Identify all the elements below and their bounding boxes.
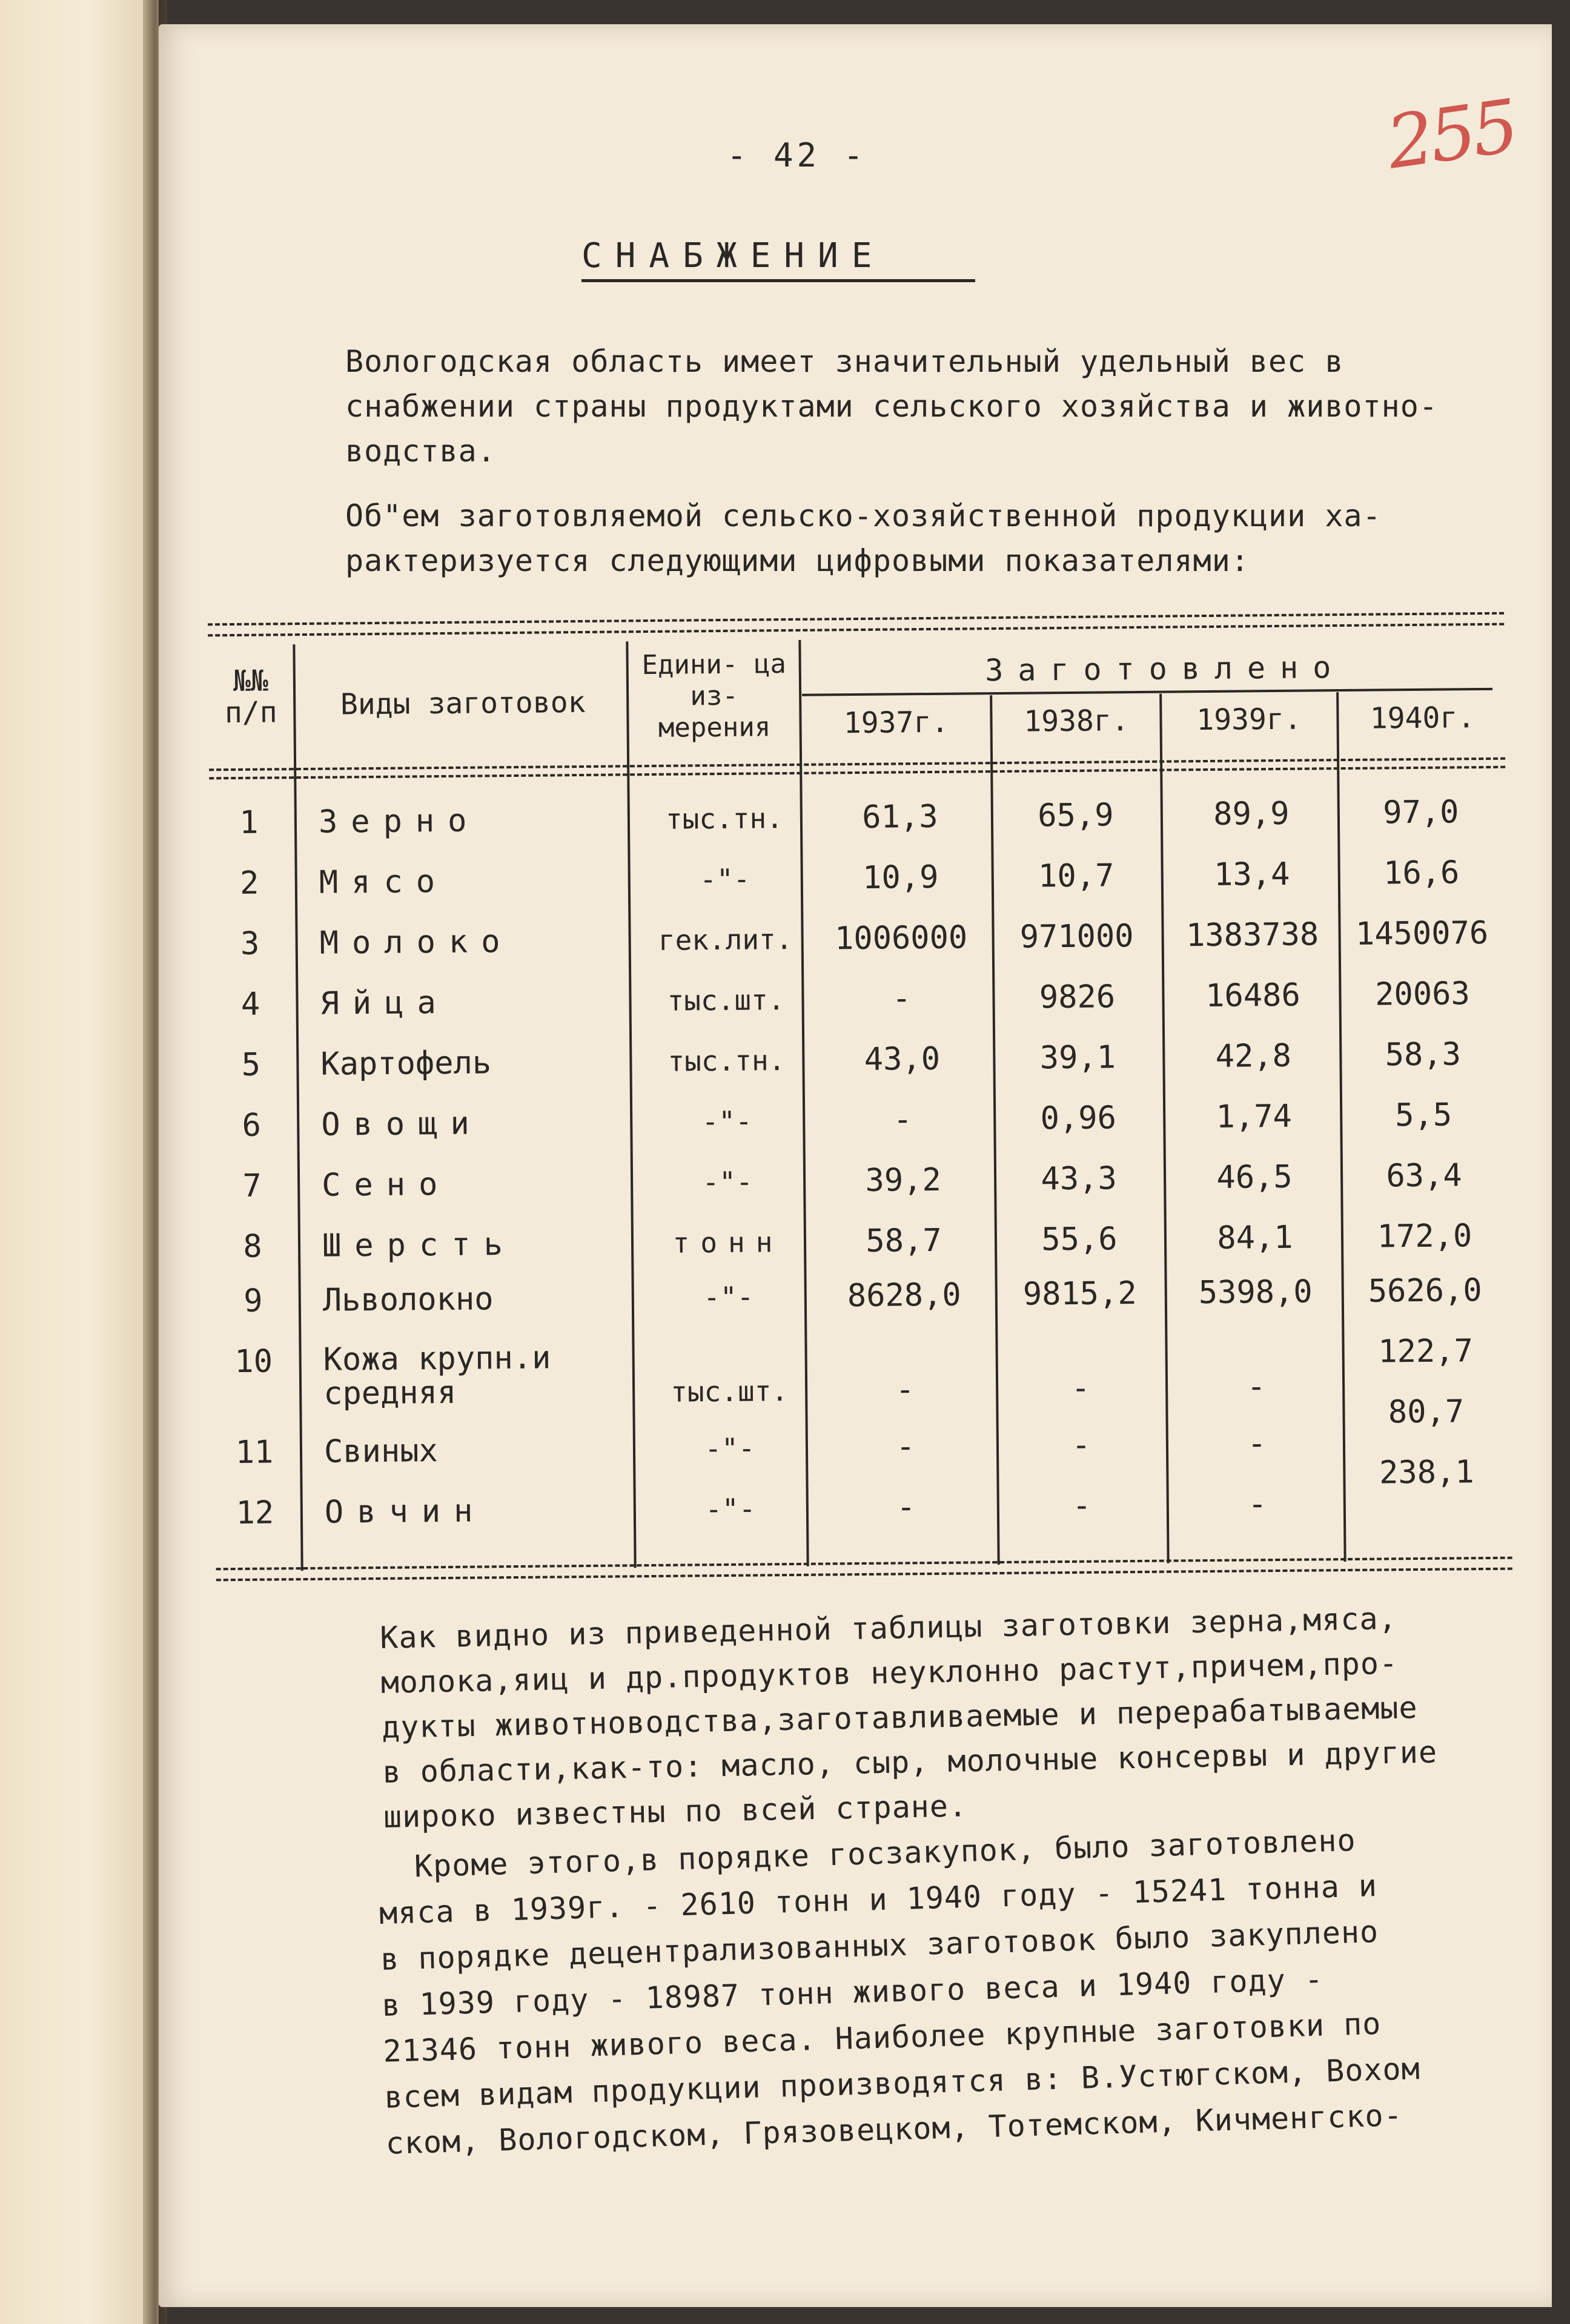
text-line: всем видам продукции производятся в: В.Устюгском, Вохом [383,2051,1421,2115]
value-1939: 13,4 [1213,856,1290,893]
row-unit: тыс.тн. [667,1044,786,1078]
value-1939: 1,74 [1216,1098,1293,1135]
value-1938: 971000 [1019,918,1134,956]
row-unit: гек.лит. [658,922,793,957]
row-unit: тыс.шт. [667,983,785,1017]
header-year-1938: 1938г. [1024,704,1129,739]
value-1939: 46,5 [1216,1158,1293,1196]
value-1938: 9826 [1039,979,1116,1016]
row-name: Льволокно [322,1281,494,1319]
header-year-1937: 1937г. [843,705,949,741]
row-number: 12 [236,1494,274,1532]
value-1937: - [896,1489,916,1526]
value-1937: 58,7 [866,1222,942,1259]
value-1938: 0,96 [1040,1100,1117,1137]
row-number: 10 [234,1343,273,1381]
header-name: Виды заготовок [340,685,586,722]
folio-number: 255 [1382,84,1520,186]
value-1940: 172,0 [1377,1218,1472,1255]
text-line: в области,как-то: масло, сыр, молочные консервы и другие [382,1734,1438,1790]
row-number: 2 [239,865,259,902]
value-1938: - [1072,1487,1091,1524]
value-1939: - [1247,1425,1267,1462]
text-line: Как видно из приведенной таблицы заготовки зерна,мяса, [379,1600,1398,1656]
text-line: 21346 тонн живого веса. Наиболее крупные заготовки по [382,2005,1382,2069]
value-1940: 80,7 [1388,1393,1465,1431]
text-line: Об"ем заготовляемой сельско-хозяйственной продукции ха- [345,498,1382,533]
value-1940: 58,3 [1385,1036,1462,1074]
row-number: 7 [242,1167,262,1204]
intro-paragraph-2 [345,494,1526,583]
body-paragraph-1 [380,1594,1511,1840]
value-1940: 122,7 [1378,1333,1474,1370]
table-row [211,975,1508,1048]
row-unit: тыс.шт. [670,1375,789,1408]
value-1939: - [1247,1368,1267,1405]
value-1940: 1450076 [1355,914,1489,952]
value-1937: 10,9 [862,859,939,896]
row-name: Свиных [323,1433,439,1470]
value-1939: 1383738 [1185,916,1319,954]
row-name: Молоко [319,923,514,962]
text-line: снабжении страны продуктами сельского хозяйства и животно- [345,389,1438,424]
value-1939: 42,8 [1215,1037,1292,1075]
value-1939: 5398,0 [1198,1273,1313,1312]
table-row [214,1272,1511,1344]
value-1937: - [892,980,912,1017]
text-line: мяса в 1939г. - 2610 тонн и 1940 году - 15241 тонна и [379,1868,1378,1932]
left-page [0,0,159,2324]
value-1938: - [1072,1427,1091,1464]
value-1939: 84,1 [1217,1219,1293,1256]
table-row [210,794,1506,866]
table-row [210,854,1507,926]
value-1937: - [893,1101,913,1138]
value-1938: - [1071,1370,1091,1407]
value-1940: 5,5 [1394,1097,1452,1134]
table-row [216,1454,1512,1556]
procurement-table [208,612,1512,1593]
page-title: СНАБЖЕНИЕ [581,236,975,282]
value-1940: 97,0 [1382,794,1459,831]
text-line: Вологодская область имеет значительный удельный вес в [345,344,1344,379]
intro-paragraph-1 [345,339,1526,474]
header-year-1940: 1940г. [1370,701,1476,736]
table-row [212,1097,1509,1169]
row-name: Овощи [321,1105,483,1143]
row-number: 6 [242,1107,262,1144]
row-name: Кожа крупн.и средняя [323,1339,551,1412]
row-name: Овчин [324,1493,486,1531]
text-line: широко известны по всей стране. [383,1788,968,1835]
text-line: в порядке децентрализованных заготовок было закуплено [380,1913,1379,1977]
header-year-1939: 1939г. [1196,702,1302,738]
value-1938: 65,9 [1038,797,1114,834]
row-number: 3 [240,925,260,962]
table-row [211,1036,1508,1108]
header-num: №№ п/п [224,664,277,730]
row-name: Картофель [320,1045,492,1083]
row-unit: -"- [704,1431,755,1465]
row-unit: -"- [703,1280,754,1314]
row-unit: тыс.тн. [665,802,784,836]
header-bottom-rule [209,758,1505,780]
value-1938: 10,7 [1038,857,1115,895]
text-line: Кроме этого,в порядке госзакупок, было заготовлено [414,1822,1357,1884]
row-number: 4 [240,986,260,1023]
header-group: Заготовлено [984,649,1346,688]
value-1937: 39,2 [865,1161,942,1199]
value-1938: 55,6 [1041,1221,1118,1258]
text-line: водства. [345,434,496,469]
row-number: 9 [243,1282,263,1319]
value-1940: 238,1 [1379,1454,1474,1491]
header-group-rule [802,688,1492,696]
value-1938: 39,1 [1039,1039,1116,1077]
value-1940: 20063 [1374,975,1471,1013]
value-1939: - [1247,1486,1267,1523]
row-unit: -"- [699,862,750,896]
value-1937: 1006000 [834,919,968,957]
row-number: 8 [243,1228,262,1265]
text-line: молока,яиц и др.продуктов неуклонно растут,причем,про- [380,1645,1399,1700]
page-number: - 42 - [727,136,867,174]
row-number: 5 [241,1046,261,1083]
row-unit: -"- [702,1165,753,1199]
value-1937: 61,3 [862,798,938,836]
value-1938: 43,3 [1041,1160,1117,1198]
value-1940: 16,6 [1383,854,1460,892]
row-unit: тонн [672,1226,784,1259]
value-1937: 8628,0 [847,1276,961,1315]
table-row [214,1333,1511,1429]
row-name: Шерсть [322,1226,517,1264]
value-1940: 5626,0 [1368,1272,1482,1310]
row-number: 1 [239,804,259,841]
text-line: в 1939 году - 18987 тонн живого веса и 1940 году - [381,1961,1324,2023]
row-unit: -"- [705,1492,756,1526]
value-1938: 9815,2 [1022,1275,1137,1313]
value-1937: - [895,1372,915,1408]
table-bottom-rule [216,1557,1512,1582]
table-row [215,1393,1512,1496]
row-name: Зерно [318,802,480,840]
body-paragraph-2 [377,1813,1512,2167]
text-line: ском, Вологодском, Грязовецком, Тотемском, Кичменгско- [385,2097,1403,2161]
value-1937: - [896,1428,915,1465]
value-1937: 43,0 [864,1040,941,1078]
text-line: рактеризуется следующими цифровыми показателями: [345,543,1250,578]
row-name: Мясо [319,863,449,901]
row-number: 11 [235,1434,274,1471]
value-1939: 89,9 [1213,795,1290,833]
row-name: Сено [321,1166,451,1204]
table-row [213,1157,1509,1229]
table-row [210,915,1507,987]
row-unit: -"- [701,1104,753,1138]
value-1939: 16486 [1205,977,1301,1015]
row-name: Яйца [320,984,450,1022]
header-unit: Едини- ца из- мерения [641,649,787,744]
value-1940: 63,4 [1386,1157,1462,1195]
text-line: дукты животноводства,заготавливаемые и перерабатываемые [381,1690,1419,1745]
